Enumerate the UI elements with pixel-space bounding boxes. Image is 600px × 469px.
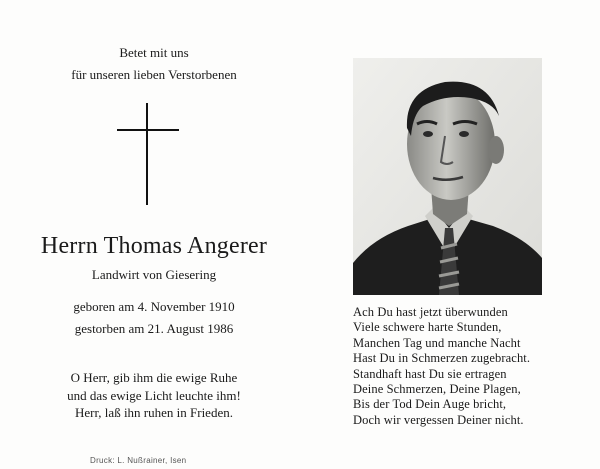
poem-line: Hast Du in Schmerzen zugebracht. <box>353 351 531 366</box>
death-date: gestorben am 21. August 1986 <box>74 321 234 336</box>
deceased-name: Herrn Thomas Angerer <box>40 233 268 259</box>
birth-date: geboren am 4. November 1910 <box>73 299 235 314</box>
closing-prayer-line-2: und das ewige Licht leuchte ihm! <box>67 387 241 403</box>
opening-prayer-line-1: Betet mit uns <box>119 45 189 60</box>
poem-line: Doch wir vergessen Deiner nicht. <box>353 412 524 427</box>
closing-prayer-line-1: O Herr, gib ihm die ewige Ruhe <box>70 370 238 385</box>
cross-icon <box>117 103 179 205</box>
closing-prayer-line-3: Herr, laß ihn ruhen in Frieden. <box>75 405 233 420</box>
poem-line: Ach Du hast jetzt überwunden <box>353 305 508 319</box>
portrait-photo <box>353 58 542 295</box>
deceased-occupation: Landwirt von Giesering <box>91 267 217 282</box>
printer-credit: Druck: L. Nußrainer, Isen <box>90 456 187 465</box>
poem-line: Standhaft hast Du sie ertragen <box>353 366 507 381</box>
opening-prayer <box>20 42 288 86</box>
poem-line: Bis der Tod Dein Auge bricht, <box>353 397 507 412</box>
poem-line: Viele schwere harte Stunden, <box>353 320 502 335</box>
opening-prayer-line-2: für unseren lieben Verstorbenen <box>71 67 237 82</box>
poem <box>353 305 583 428</box>
closing-prayer <box>20 369 288 422</box>
life-dates <box>20 296 288 340</box>
poem-line: Deine Schmerzen, Deine Plagen, <box>353 382 521 397</box>
left-panel <box>20 0 288 469</box>
poem-line: Manchen Tag und manche Nacht <box>353 335 521 350</box>
portrait-illustration <box>353 58 542 295</box>
